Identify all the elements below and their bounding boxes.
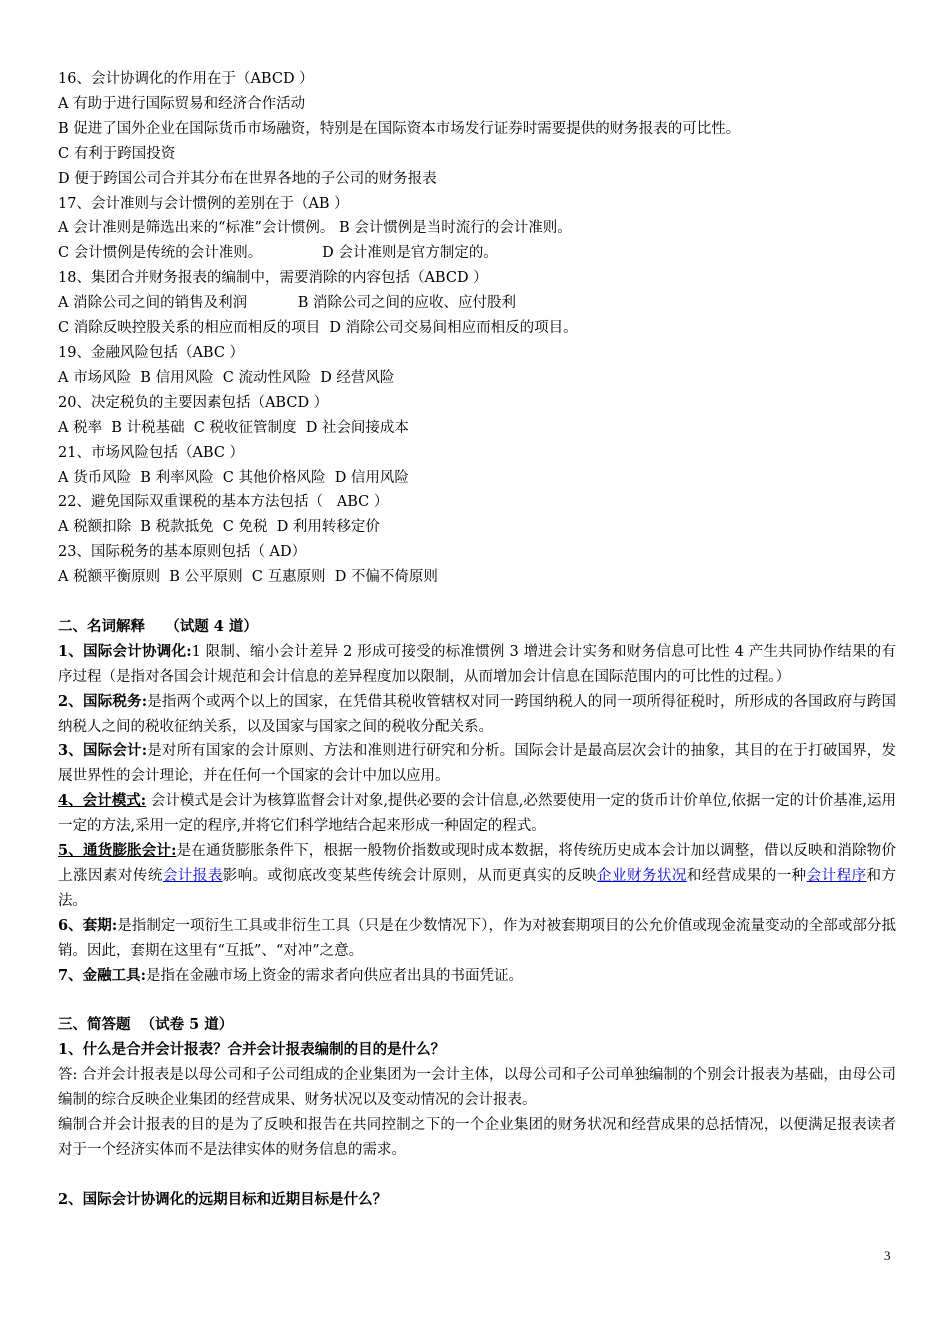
option-line: D 便于跨国公司合并其分布在世界各地的子公司的财务报表 — [58, 170, 437, 187]
option-line: A 税额扣除 B 税款抵免 C 免税 D 利用转移定价 — [58, 519, 380, 536]
term-definition: 是指制定一项衍生工具或非衍生工具（只是在少数情况下），作为对被套期项目的公允价值或现金流量变动的全部或部分抵销。因此，套期在这里有“互抵”、“对冲”之意。 — [58, 917, 896, 959]
term-label: 3、国际会计: — [58, 742, 148, 760]
term-definition: 会计模式是会计为核算监督会计对象,提供必要的会计信息,必然要使用一定的货币计价单位,依据一定的计价基准,运用一定的方法,采用一定的程序,并将它们科学地结合起来形成一种固定的程式。 — [58, 793, 896, 835]
option-line: A 市场风险 B 信用风险 C 流动性风险 D 经营风险 — [58, 369, 395, 386]
question-title: 2、国际会计协调化的远期目标和近期目标是什么？ — [58, 1190, 388, 1208]
blank-line — [58, 989, 896, 1014]
term-label: 7、金融工具: — [58, 966, 146, 984]
option-line: C 消除反映控股关系的相应而相反的项目 D 消除公司交易间相应而相反的项目。 — [58, 320, 578, 337]
term-definition: 和经营成果的一种 — [686, 867, 807, 884]
document-page — [58, 67, 896, 1213]
term-definition: 是在通货膨胀条件下，根据一般物价指数或现时成本数据，将传统历史成本会计加以调整，借以反映和消除物价上涨因素对传统 — [58, 843, 896, 884]
question-23 — [58, 540, 896, 590]
link-accounting-procedure[interactable]: 会计程序 — [806, 867, 867, 884]
term-definition: 是指两个或两个以上的国家，在凭借其税收管辖权对同一跨国纳税人的同一项所得征税时，所形成的各国政府与跨国纳税人之间的税收征纳关系，以及国家与国家之间的税收分配关系。 — [58, 693, 896, 735]
question-stem: 19、金融风险包括（ABC ） — [58, 344, 245, 361]
question-stem: 18、集团合并财务报表的编制中，需要消除的内容包括（ABCD ） — [58, 270, 488, 287]
option-line: A 税率 B 计税基础 C 税收征管制度 D 社会间接成本 — [58, 419, 409, 436]
option-line: C 会计惯例是传统的会计准则。 D 会计准则是官方制定的。 — [58, 245, 498, 262]
terms-section — [58, 615, 896, 989]
term-definition: 影响。或彻底改变某些传统会计原则，从而更真实的反映 — [222, 867, 598, 884]
multiple-choice-section — [58, 67, 896, 590]
term-label: 2、国际税务: — [58, 692, 148, 710]
term-entry — [58, 914, 896, 964]
page-number: 3 — [884, 1248, 891, 1263]
question-stem: 23、国际税务的基本原则包括（ AD） — [58, 544, 307, 561]
term-label: 5、通货膨胀会计: — [58, 842, 177, 860]
option-line: A 有助于进行国际贸易和经济合作活动 — [58, 95, 306, 112]
question-20 — [58, 391, 896, 441]
section-heading: 二、名词解释 （试题 4 道） — [58, 617, 258, 635]
option-line: B 促进了国外企业在国际货币市场融资，特别是在国际资本市场发行证券时需要提供的财务报表的可比性。 — [58, 120, 741, 137]
question-21 — [58, 441, 896, 491]
question-stem: 16、会计协调化的作用在于（ABCD ） — [58, 71, 314, 87]
question-stem: 21、市场风险包括（ABC ） — [58, 444, 245, 461]
short-answer-section — [58, 1013, 896, 1212]
option-line: C 有利于跨国投资 — [58, 145, 176, 162]
term-entry — [58, 964, 896, 989]
term-entry — [58, 640, 896, 690]
question-16 — [58, 67, 896, 192]
option-line: A 会计准则是筛选出来的“标准”会计惯例。 B 会计惯例是当时流行的会计准则。 — [58, 220, 572, 237]
option-line: A 货币风险 B 利率风险 C 其他价格风险 D 信用风险 — [58, 469, 409, 486]
blank-line — [58, 1163, 896, 1188]
answer-paragraph: 答: 合并会计报表是以母公司和子公司组成的企业集团为一会计主体，以母公司和子公司单独编制的个别会计报表为基础，由母公司编制的综合反映企业集团的经营成果、财务状况以及变动情况的会计报表。 — [58, 1067, 896, 1109]
term-definition: 和方法。 — [58, 867, 897, 909]
term-label: 1、国际会计协调化: — [58, 642, 192, 660]
term-definition: 是对所有国家的会计原则、方法和准则进行研究和分析。国际会计是最高层次会计的抽象，其目的在于打破国界，发展世界性的会计理论，并在任何一个国家的会计中加以应用。 — [58, 743, 896, 785]
question-stem: 17、会计准则与会计惯例的差别在于（AB ） — [58, 195, 349, 212]
term-entry — [58, 789, 896, 839]
term-entry — [58, 739, 896, 789]
term-definition: 1 限制、缩小会计差异 2 形成可接受的标准惯例 3 增进会计实务和财务信息可比性 4 产生共同协作结果的有序过程（是指对各国会计规范和会计信息的差异程度加以限制，从而增加会计信息在国际范围内的可比性的过程。） — [58, 643, 896, 685]
term-definition: 是指在金融市场上资金的需求者向供应者出具的书面凭证。 — [145, 967, 523, 984]
question-title: 1、什么是合并会计报表？合并会计报表编制的目的是什么？ — [58, 1041, 446, 1059]
question-17 — [58, 192, 896, 267]
question-stem: 20、决定税负的主要因素包括（ABCD ） — [58, 394, 329, 411]
answer-paragraph: 编制合并会计报表的目的是为了反映和报告在共同控制之下的一个企业集团的财务状况和经营成果的总括情况，以便满足报表读者对于一个经济实体而不是法律实体的财务信息的需求。 — [58, 1117, 896, 1158]
term-entry — [58, 690, 896, 740]
term-label: 6、套期: — [58, 916, 118, 934]
link-accounting-statements[interactable]: 会计报表 — [162, 867, 223, 884]
term-label: 4、会计模式: — [58, 792, 147, 810]
term-entry — [58, 839, 896, 914]
link-financial-position[interactable]: 企业财务状况 — [597, 867, 687, 884]
option-line: A 消除公司之间的销售及利润 B 消除公司之间的应收、应付股利 — [58, 295, 517, 312]
blank-line — [58, 590, 896, 615]
question-19 — [58, 341, 896, 391]
section-heading: 三、简答题 （试卷 5 道） — [58, 1016, 234, 1034]
question-22 — [58, 490, 896, 540]
option-line: A 税额平衡原则 B 公平原则 C 互惠原则 D 不偏不倚原则 — [58, 569, 438, 586]
question-18 — [58, 266, 896, 341]
question-stem: 22、避免国际双重课税的基本方法包括（ ABC ） — [58, 494, 389, 511]
